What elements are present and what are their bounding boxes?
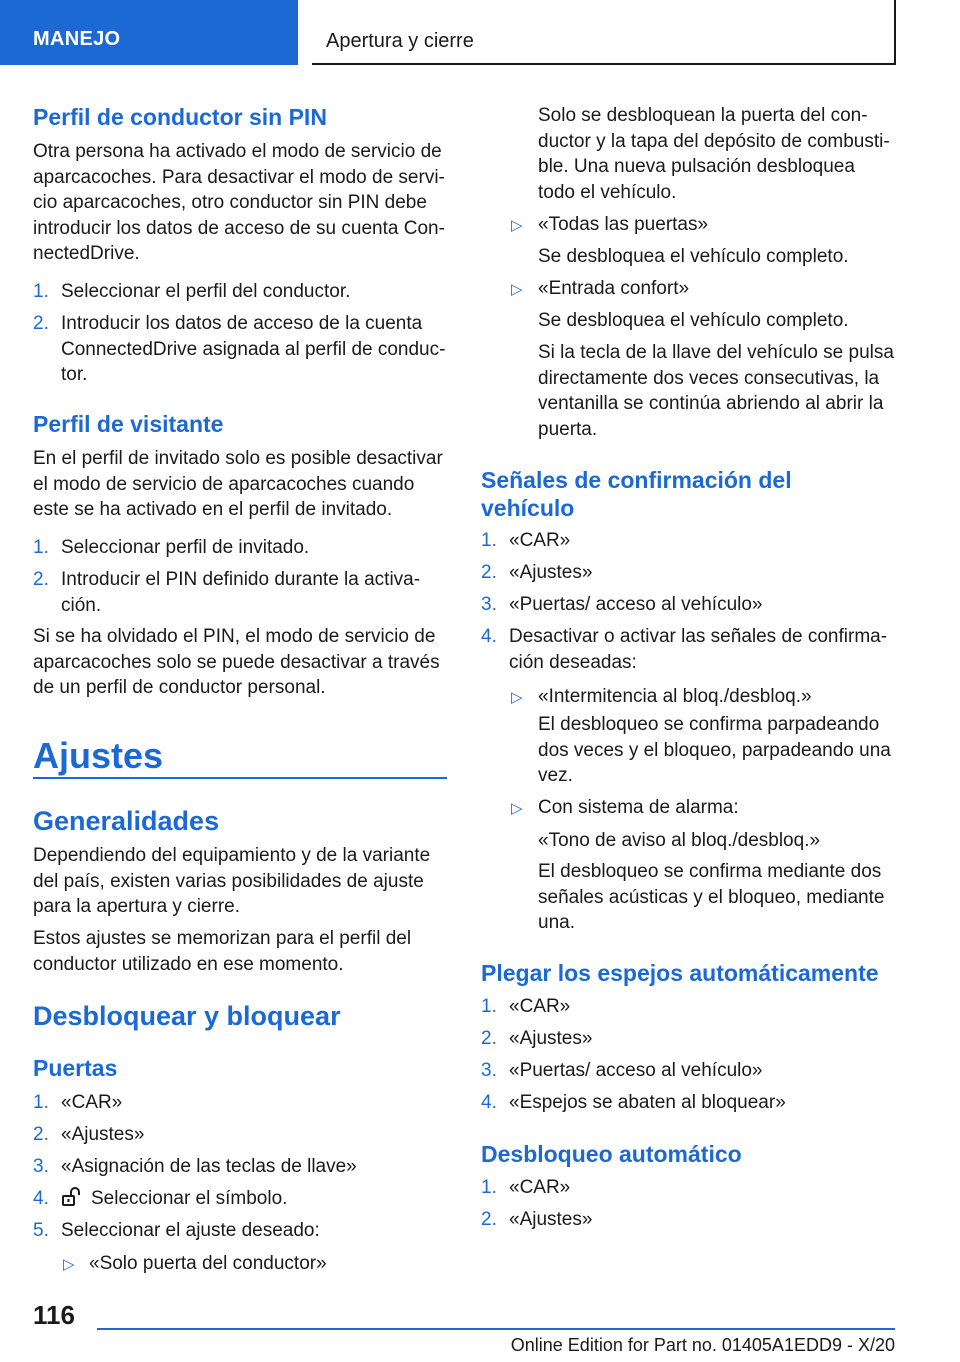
step-text: «CAR»	[509, 530, 571, 551]
step-text: Desactivar o activar las señales de confirma- ción deseadas:	[509, 626, 888, 673]
step-number: 4.	[33, 1188, 49, 1209]
step-number: 2.	[33, 569, 49, 590]
step-number: 2.	[481, 1028, 497, 1049]
step-number: 1.	[33, 1092, 49, 1113]
paragraph-perfil-visitante: En el perfil de invitado solo es posible desactivar el modo de servicio de aparcacoches cuando este se ha activado en el perfil de invitado.	[33, 448, 443, 521]
heading-ajustes: Ajustes	[33, 735, 164, 776]
paragraph-generalidades-2: Estos ajustes se memorizan para el perfil del conductor utilizado en ese momento.	[33, 928, 412, 975]
heading-perfil-sin-pin: Perfil de conductor sin PIN	[33, 104, 327, 130]
step-text: «Ajustes»	[509, 1209, 593, 1230]
heading-senales: Señales de confirmación del vehículo	[481, 467, 792, 521]
heading-puertas: Puertas	[33, 1055, 118, 1081]
bullet-continuation: Solo se desbloquean la puerta del con- ductor y la tapa del depósito de combusti- ble. Una nueva pulsación desbloquea todo el vehículo.	[538, 105, 890, 203]
step-text: Introducir los datos de acceso de la cuenta ConnectedDrive asignada al perfil de conduc- tor.	[61, 313, 446, 386]
step-number: 2.	[481, 562, 497, 583]
bullet-text: «Intermitencia al bloq./desbloq.»	[538, 686, 812, 707]
step-text: «Ajustes»	[509, 562, 593, 583]
step-text: Seleccionar perfil de invitado.	[61, 537, 310, 558]
triangle-right-icon: ▷	[63, 1256, 75, 1273]
step-number: 1.	[481, 530, 497, 551]
heading-perfil-visitante: Perfil de visitante	[33, 411, 224, 437]
header-section-tab	[0, 0, 298, 65]
header-chapter-box	[312, 0, 896, 65]
triangle-right-icon: ▷	[511, 689, 523, 706]
bullet-desc: Se desbloquea el vehículo completo.	[538, 246, 849, 267]
heading-plegar: Plegar los espejos automáticamente	[481, 960, 879, 986]
bullet-text: «Solo puerta del conductor»	[89, 1253, 327, 1274]
step-number: 3.	[481, 594, 497, 615]
bullet-desc: El desbloqueo se confirma mediante dos señales acústicas y el bloqueo, mediante una.	[538, 861, 885, 934]
header-section-label: MANEJO	[33, 28, 121, 50]
step-text: «Asignación de las teclas de llave»	[61, 1156, 357, 1177]
step-text: «Ajustes»	[509, 1028, 593, 1049]
heading-desbloquear: Desbloquear y bloquear	[33, 1001, 341, 1031]
bullet-sub: «Tono de aviso al bloq./desbloq.»	[538, 830, 821, 851]
heading-generalidades: Generalidades	[33, 806, 220, 836]
paragraph-generalidades-1: Dependiendo del equipamiento y de la variante del país, existen varias posibilidades de ajuste para la apertura y cierre.	[33, 845, 431, 918]
step-number: 4.	[481, 626, 497, 647]
step-number: 4.	[481, 1092, 497, 1113]
page-number: 116	[33, 1300, 75, 1330]
step-number: 1.	[481, 1177, 497, 1198]
step-text: Seleccionar el perfil del conductor.	[61, 281, 351, 302]
step-number: 3.	[33, 1156, 49, 1177]
step-number: 5.	[33, 1220, 49, 1241]
footer-rule	[97, 1328, 895, 1330]
step-number: 2.	[33, 313, 49, 334]
triangle-right-icon: ▷	[511, 800, 523, 817]
step-text: «CAR»	[509, 1177, 571, 1198]
bullet-desc: El desbloqueo se confirma parpadeando dos veces y el bloqueo, parpadeando una vez.	[538, 714, 891, 787]
step-number: 1.	[33, 537, 49, 558]
bullet-text: Con sistema de alarma:	[538, 797, 739, 818]
step-number: 1.	[481, 996, 497, 1017]
step-text: «Ajustes»	[61, 1124, 145, 1145]
paragraph-pin-olvidado: Si se ha olvidado el PIN, el modo de servicio de aparcacoches solo se puede desactivar a través de un perfil de conductor personal.	[33, 626, 440, 699]
paragraph-perfil-sin-pin: Otra persona ha activado el modo de servicio de aparcacoches. Para desactivar el modo de servi- cio aparcacoches, otro conductor sin PIN debe introducir los datos de acceso de su cuenta Con- nectedDrive.	[33, 141, 445, 265]
step-number: 3.	[481, 1060, 497, 1081]
step-number: 2.	[481, 1209, 497, 1230]
heading-rule	[33, 777, 447, 779]
header-chapter-label: Apertura y cierre	[326, 30, 474, 52]
footer-edition: Online Edition for Part no. 01405A1EDD9 - X/20	[510, 1335, 895, 1355]
bullet-text: «Entrada confort»	[538, 278, 690, 299]
step-text: Seleccionar el ajuste deseado:	[61, 1220, 320, 1241]
triangle-right-icon: ▷	[511, 217, 523, 234]
unlock-icon	[61, 1187, 83, 1215]
step-text: Introducir el PIN definido durante la activa- ción.	[61, 569, 421, 616]
step-text: «CAR»	[509, 996, 571, 1017]
triangle-right-icon: ▷	[511, 281, 523, 298]
step-text: «Puertas/ acceso al vehículo»	[509, 1060, 763, 1081]
step-text: «CAR»	[61, 1092, 123, 1113]
bullet-extra: Si la tecla de la llave del vehículo se pulsa directamente dos veces consecutivas, la ventanilla se continúa abriendo al abrir la puerta.	[538, 342, 894, 440]
step-text: «Puertas/ acceso al vehículo»	[509, 594, 763, 615]
step-text-with-icon: Seleccionar el símbolo.	[61, 1186, 447, 1215]
step-number: 2.	[33, 1124, 49, 1145]
step-text: «Espejos se abaten al bloquear»	[509, 1092, 786, 1113]
bullet-text: «Todas las puertas»	[538, 214, 709, 235]
bullet-desc: Se desbloquea el vehículo completo.	[538, 310, 849, 331]
heading-desbloqueo-auto: Desbloqueo automático	[481, 1141, 742, 1167]
step-number: 1.	[33, 281, 49, 302]
